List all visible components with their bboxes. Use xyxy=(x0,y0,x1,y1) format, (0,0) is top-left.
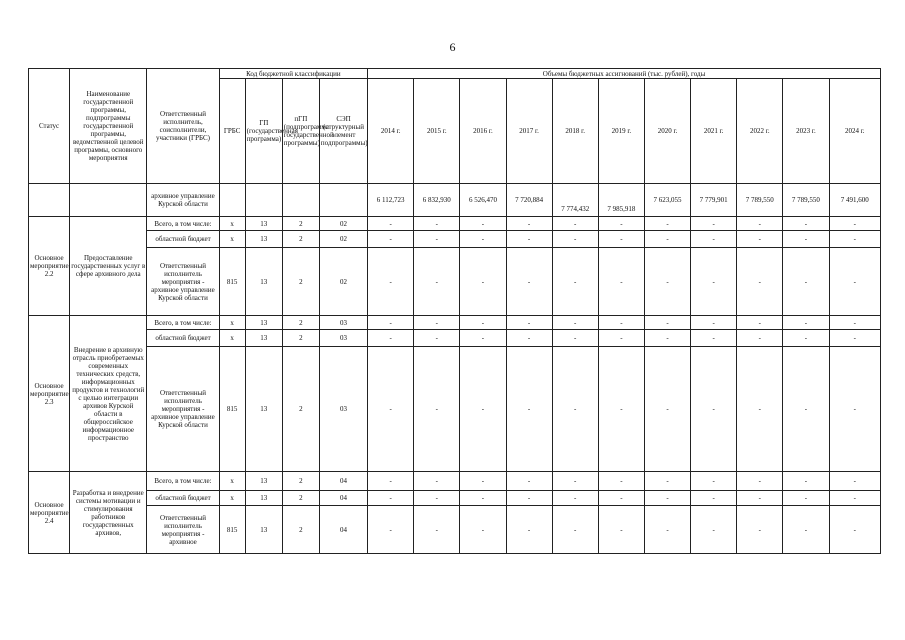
table-row xyxy=(29,231,881,248)
code-pgp: 2 xyxy=(282,330,319,347)
row-name: Разработка и внедрение системы мотивации и стимулирования работников государственных архивов, xyxy=(70,472,147,554)
budget-value: - xyxy=(783,316,829,330)
budget-value: - xyxy=(414,347,460,472)
header-grbs: ГРБС xyxy=(219,79,245,184)
header-name: Наименование государственной программы, подпрограммы государственной программы, ведомственной целевой программы, основного мероприятия xyxy=(70,69,147,184)
page-number: 6 xyxy=(449,40,456,54)
header-year: 2015 г. xyxy=(414,79,460,184)
header-year: 2017 г. xyxy=(506,79,552,184)
table-row xyxy=(29,248,881,316)
budget-value: - xyxy=(368,347,414,472)
code-grbs: х xyxy=(219,491,245,506)
budget-value: 6 112,723 xyxy=(368,184,414,217)
budget-value: 7 491,600 xyxy=(829,184,881,217)
code-pgp: 2 xyxy=(282,491,319,506)
budget-value: - xyxy=(691,472,737,491)
budget-value: - xyxy=(368,330,414,347)
header-year: 2016 г. xyxy=(460,79,506,184)
code-gp: 13 xyxy=(245,231,282,248)
code-gp: 13 xyxy=(245,217,282,231)
code-grbs: х xyxy=(219,330,245,347)
budget-value: - xyxy=(598,316,644,330)
header-year: 2019 г. xyxy=(598,79,644,184)
budget-value: - xyxy=(552,506,598,554)
code-gp: 13 xyxy=(245,491,282,506)
code-sep: 04 xyxy=(319,506,367,554)
code-gp: 13 xyxy=(245,330,282,347)
code-pgp: 2 xyxy=(282,217,319,231)
code-sep: 02 xyxy=(319,248,367,316)
budget-value: - xyxy=(414,316,460,330)
budget-value: - xyxy=(737,330,783,347)
budget-value: - xyxy=(829,472,881,491)
header-gp: ГП (государственная программа) xyxy=(245,79,282,184)
budget-value: - xyxy=(783,248,829,316)
budget-value: - xyxy=(414,491,460,506)
budget-value: - xyxy=(598,248,644,316)
code-gp: 13 xyxy=(245,347,282,472)
table-row xyxy=(29,472,881,491)
code-pgp: 2 xyxy=(282,231,319,248)
code-pgp: 2 xyxy=(282,347,319,472)
table-row xyxy=(29,330,881,347)
budget-value: - xyxy=(829,316,881,330)
budget-value: - xyxy=(644,347,690,472)
budget-value: 7 774,432 xyxy=(552,184,598,217)
budget-value: - xyxy=(783,217,829,231)
budget-value: - xyxy=(414,231,460,248)
budget-value: - xyxy=(460,316,506,330)
code-pgp: 2 xyxy=(282,506,319,554)
row-name: Внедрение в архивную отрасль приобретаемых современных технических средств, информационных продуктов и технологий с целью интеграции архивов Курской области в общероссийское информационное пространство xyxy=(70,316,147,472)
budget-value: - xyxy=(506,491,552,506)
budget-value: - xyxy=(368,231,414,248)
budget-value: - xyxy=(644,217,690,231)
budget-value: - xyxy=(506,316,552,330)
code-sep: 03 xyxy=(319,347,367,472)
budget-value: - xyxy=(783,347,829,472)
code-sep: 03 xyxy=(319,330,367,347)
table-row xyxy=(29,491,881,506)
budget-value: - xyxy=(829,231,881,248)
row-status: Основное мероприятие 2.3 xyxy=(29,316,70,472)
code-grbs: 815 xyxy=(219,347,245,472)
code-pgp: 2 xyxy=(282,316,319,330)
empty-cell xyxy=(70,184,147,217)
budget-value: - xyxy=(506,231,552,248)
budget-value: - xyxy=(460,347,506,472)
code-gp: 13 xyxy=(245,506,282,554)
budget-value: - xyxy=(598,472,644,491)
code-grbs: х xyxy=(219,217,245,231)
budget-value: 7 789,550 xyxy=(737,184,783,217)
row-executor: областной бюджет xyxy=(147,231,219,248)
code-grbs: 815 xyxy=(219,506,245,554)
budget-value: - xyxy=(829,217,881,231)
budget-value: - xyxy=(644,506,690,554)
budget-value: 7 623,055 xyxy=(644,184,690,217)
budget-value: - xyxy=(644,330,690,347)
row-executor: Ответственный исполнитель мероприятия - архивное управление Курской области xyxy=(147,248,219,316)
budget-value: 7 789,550 xyxy=(783,184,829,217)
code-sep: 04 xyxy=(319,491,367,506)
budget-value: - xyxy=(598,217,644,231)
budget-value: - xyxy=(368,506,414,554)
budget-value: - xyxy=(460,330,506,347)
budget-value: - xyxy=(598,231,644,248)
budget-value: - xyxy=(783,506,829,554)
header-year: 2014 г. xyxy=(368,79,414,184)
budget-value: - xyxy=(552,472,598,491)
header-year: 2024 г. xyxy=(829,79,881,184)
header-code-group: Код бюджетной классификации xyxy=(219,69,367,79)
row-status: Основное мероприятие 2.4 xyxy=(29,472,70,554)
budget-value: - xyxy=(598,506,644,554)
code-sep: 02 xyxy=(319,231,367,248)
budget-value: - xyxy=(506,347,552,472)
budget-value: - xyxy=(737,248,783,316)
budget-value: - xyxy=(691,347,737,472)
budget-value: - xyxy=(829,330,881,347)
budget-value: - xyxy=(368,491,414,506)
budget-value: - xyxy=(506,472,552,491)
budget-value: - xyxy=(460,491,506,506)
table-row xyxy=(29,316,881,330)
row-executor: областной бюджет xyxy=(147,491,219,506)
budget-value: - xyxy=(506,248,552,316)
budget-value: - xyxy=(414,330,460,347)
header-pgp: пГП (подпрограмма государственной программы) xyxy=(282,79,319,184)
budget-value: - xyxy=(644,248,690,316)
budget-value: 6 832,930 xyxy=(414,184,460,217)
code-grbs: х xyxy=(219,316,245,330)
budget-value: - xyxy=(460,217,506,231)
budget-value: 7 720,884 xyxy=(506,184,552,217)
budget-value: - xyxy=(691,217,737,231)
budget-value: - xyxy=(783,491,829,506)
budget-value: - xyxy=(737,506,783,554)
budget-value: - xyxy=(783,231,829,248)
continuation-row xyxy=(29,184,881,217)
table-row xyxy=(29,347,881,472)
table-row xyxy=(29,506,881,554)
budget-value: - xyxy=(644,316,690,330)
table-row xyxy=(29,217,881,231)
header-sep: СЭП (структурный элемент подпрограммы) xyxy=(319,79,367,184)
code-gp: 13 xyxy=(245,248,282,316)
empty-cell xyxy=(282,184,319,217)
code-gp: 13 xyxy=(245,472,282,491)
budget-value: - xyxy=(506,506,552,554)
budget-value: - xyxy=(414,472,460,491)
budget-value: - xyxy=(506,217,552,231)
budget-value: - xyxy=(460,248,506,316)
budget-value: - xyxy=(691,316,737,330)
code-grbs: 815 xyxy=(219,248,245,316)
budget-value: - xyxy=(368,217,414,231)
budget-value: - xyxy=(552,217,598,231)
header-status: Статус xyxy=(29,69,70,184)
row-name: Предоставление государственных услуг в сфере архивного дела xyxy=(70,217,147,316)
budget-value: - xyxy=(829,347,881,472)
budget-value: - xyxy=(598,347,644,472)
budget-value: - xyxy=(414,506,460,554)
header-volumes-group: Объемы бюджетных ассигнований (тыс. рублей), годы xyxy=(368,69,881,79)
row-executor: Всего, в том числе: xyxy=(147,316,219,330)
budget-value: - xyxy=(829,491,881,506)
budget-value: - xyxy=(829,506,881,554)
budget-value: - xyxy=(414,248,460,316)
budget-value: - xyxy=(460,231,506,248)
empty-cell xyxy=(219,184,245,217)
budget-value: - xyxy=(552,347,598,472)
budget-value: 7 985,918 xyxy=(598,184,644,217)
budget-value: 7 779,901 xyxy=(691,184,737,217)
budget-value: - xyxy=(691,248,737,316)
budget-value: - xyxy=(598,330,644,347)
budget-value: - xyxy=(644,491,690,506)
row-status: Основное мероприятие 2.2 xyxy=(29,217,70,316)
header-year: 2022 г. xyxy=(737,79,783,184)
budget-value: - xyxy=(737,231,783,248)
budget-value: - xyxy=(552,491,598,506)
budget-value: - xyxy=(552,330,598,347)
budget-value: - xyxy=(737,472,783,491)
code-sep: 03 xyxy=(319,316,367,330)
row-executor: областной бюджет xyxy=(147,330,219,347)
code-sep: 02 xyxy=(319,217,367,231)
budget-value: - xyxy=(414,217,460,231)
budget-value: - xyxy=(691,506,737,554)
budget-value: 6 526,470 xyxy=(460,184,506,217)
budget-value: - xyxy=(829,248,881,316)
budget-value: - xyxy=(691,491,737,506)
budget-value: - xyxy=(691,330,737,347)
code-grbs: х xyxy=(219,231,245,248)
header-year: 2023 г. xyxy=(783,79,829,184)
budget-value: - xyxy=(552,231,598,248)
empty-cell xyxy=(29,184,70,217)
budget-value: - xyxy=(368,248,414,316)
budget-value: - xyxy=(737,217,783,231)
budget-value: - xyxy=(783,330,829,347)
header-year: 2018 г. xyxy=(552,79,598,184)
budget-value: - xyxy=(368,316,414,330)
budget-table xyxy=(28,68,881,554)
code-sep: 04 xyxy=(319,472,367,491)
budget-value: - xyxy=(506,330,552,347)
empty-cell xyxy=(319,184,367,217)
code-gp: 13 xyxy=(245,316,282,330)
code-pgp: 2 xyxy=(282,472,319,491)
budget-value: - xyxy=(737,316,783,330)
header-executor: Ответственный исполнитель, соисполнители, участники (ГРБС) xyxy=(147,69,219,184)
budget-value: - xyxy=(460,506,506,554)
budget-value: - xyxy=(737,347,783,472)
row-executor: Ответственный исполнитель мероприятия - архивное управление Курской области xyxy=(147,347,219,472)
budget-value: - xyxy=(644,231,690,248)
budget-value: - xyxy=(368,472,414,491)
budget-value: - xyxy=(598,491,644,506)
budget-value: - xyxy=(691,231,737,248)
header-year: 2021 г. xyxy=(691,79,737,184)
code-grbs: х xyxy=(219,472,245,491)
header-year: 2020 г. xyxy=(644,79,690,184)
budget-value: - xyxy=(783,472,829,491)
continuation-executor: архивное управление Курской области xyxy=(147,184,219,217)
budget-value: - xyxy=(552,316,598,330)
row-executor: Всего, в том числе: xyxy=(147,472,219,491)
row-executor: Всего, в том числе: xyxy=(147,217,219,231)
empty-cell xyxy=(245,184,282,217)
budget-value: - xyxy=(552,248,598,316)
budget-value: - xyxy=(460,472,506,491)
row-executor: Ответственный исполнитель мероприятия - архивное xyxy=(147,506,219,554)
budget-value: - xyxy=(737,491,783,506)
code-pgp: 2 xyxy=(282,248,319,316)
budget-value: - xyxy=(644,472,690,491)
